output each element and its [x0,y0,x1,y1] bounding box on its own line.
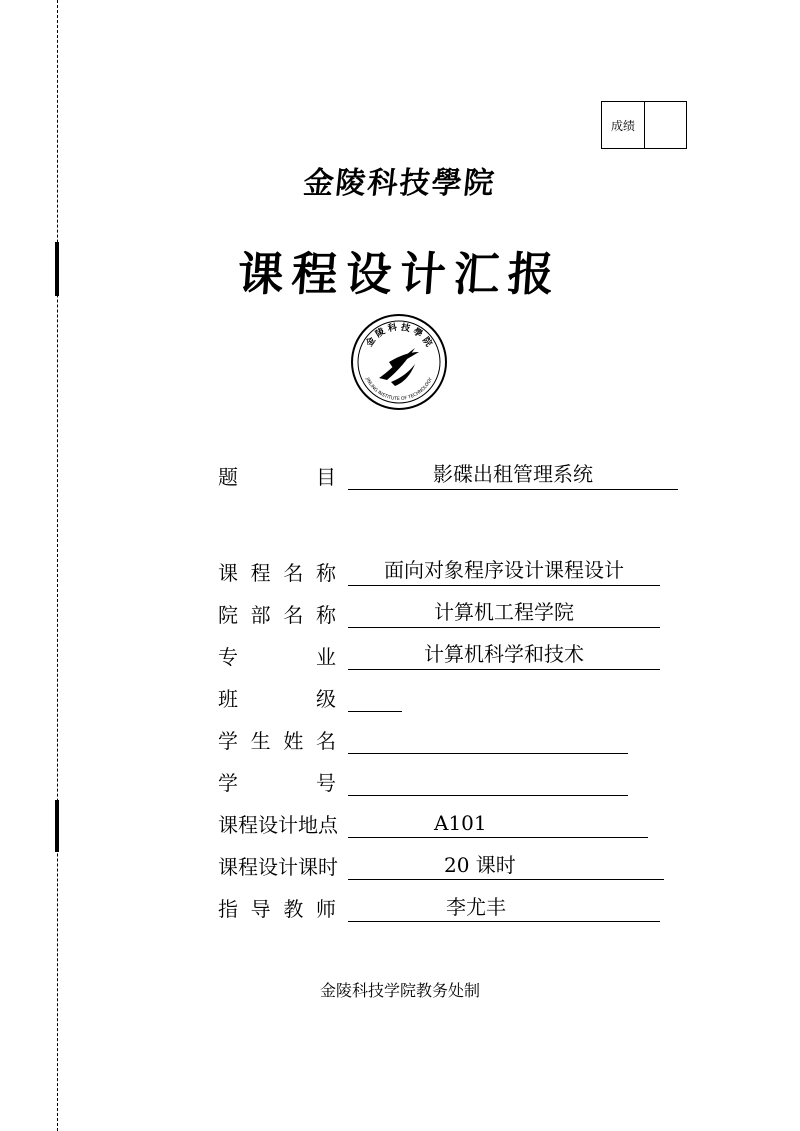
college-emblem-icon [349,312,449,412]
emblem-bottom-text: JINLING INSTITUTE OF TECHNOLOGY [364,377,434,403]
topic-label: 题 目 [218,465,336,489]
department-value: 计算机工程学院 [348,599,660,628]
grade-value [645,102,686,148]
class-label: 班 级 [218,687,336,711]
grade-box [601,101,687,149]
class-value [348,683,402,712]
footer-issuer: 金陵科技学院教务处制 [319,981,480,1000]
report-title: 课程设计汇报 [235,247,564,301]
student-name-value [348,725,628,754]
location-row [218,806,648,838]
location-value: A101 [348,810,648,838]
student-id-value [348,767,628,796]
student-name-row [218,722,628,754]
topic-row [218,458,678,490]
hours-row [218,848,664,880]
instructor-label: 指 导 教 师 [218,897,336,921]
location-label: 课程设计地点 [218,813,338,837]
class-row [218,680,402,712]
binding-mark-lower [55,800,59,852]
instructor-value: 李尤丰 [348,894,660,922]
college-name: 金陵科技學院 [301,166,498,201]
hours-label: 课程设计课时 [218,855,338,879]
department-label: 院 部 名 称 [218,603,336,627]
binding-dashed-line [57,0,58,1131]
hours-value: 20 课时 [348,852,664,880]
instructor-row [218,890,660,922]
major-label: 专 业 [218,645,336,669]
department-row [218,596,660,628]
student-id-label: 学 号 [218,771,336,795]
course-label: 课 程 名 称 [218,561,336,585]
student-name-label: 学 生 姓 名 [218,729,336,753]
major-row [218,638,660,670]
course-row [218,554,660,586]
binding-mark-upper [55,242,59,296]
student-id-row [218,764,628,796]
course-value: 面向对象程序设计课程设计 [348,557,660,586]
topic-value: 影碟出租管理系统 [348,461,678,490]
grade-label: 成绩 [602,102,645,148]
major-value: 计算机科学和技术 [348,641,660,670]
emblem-top-text: 金 陵 科 技 學 院 [364,322,434,349]
